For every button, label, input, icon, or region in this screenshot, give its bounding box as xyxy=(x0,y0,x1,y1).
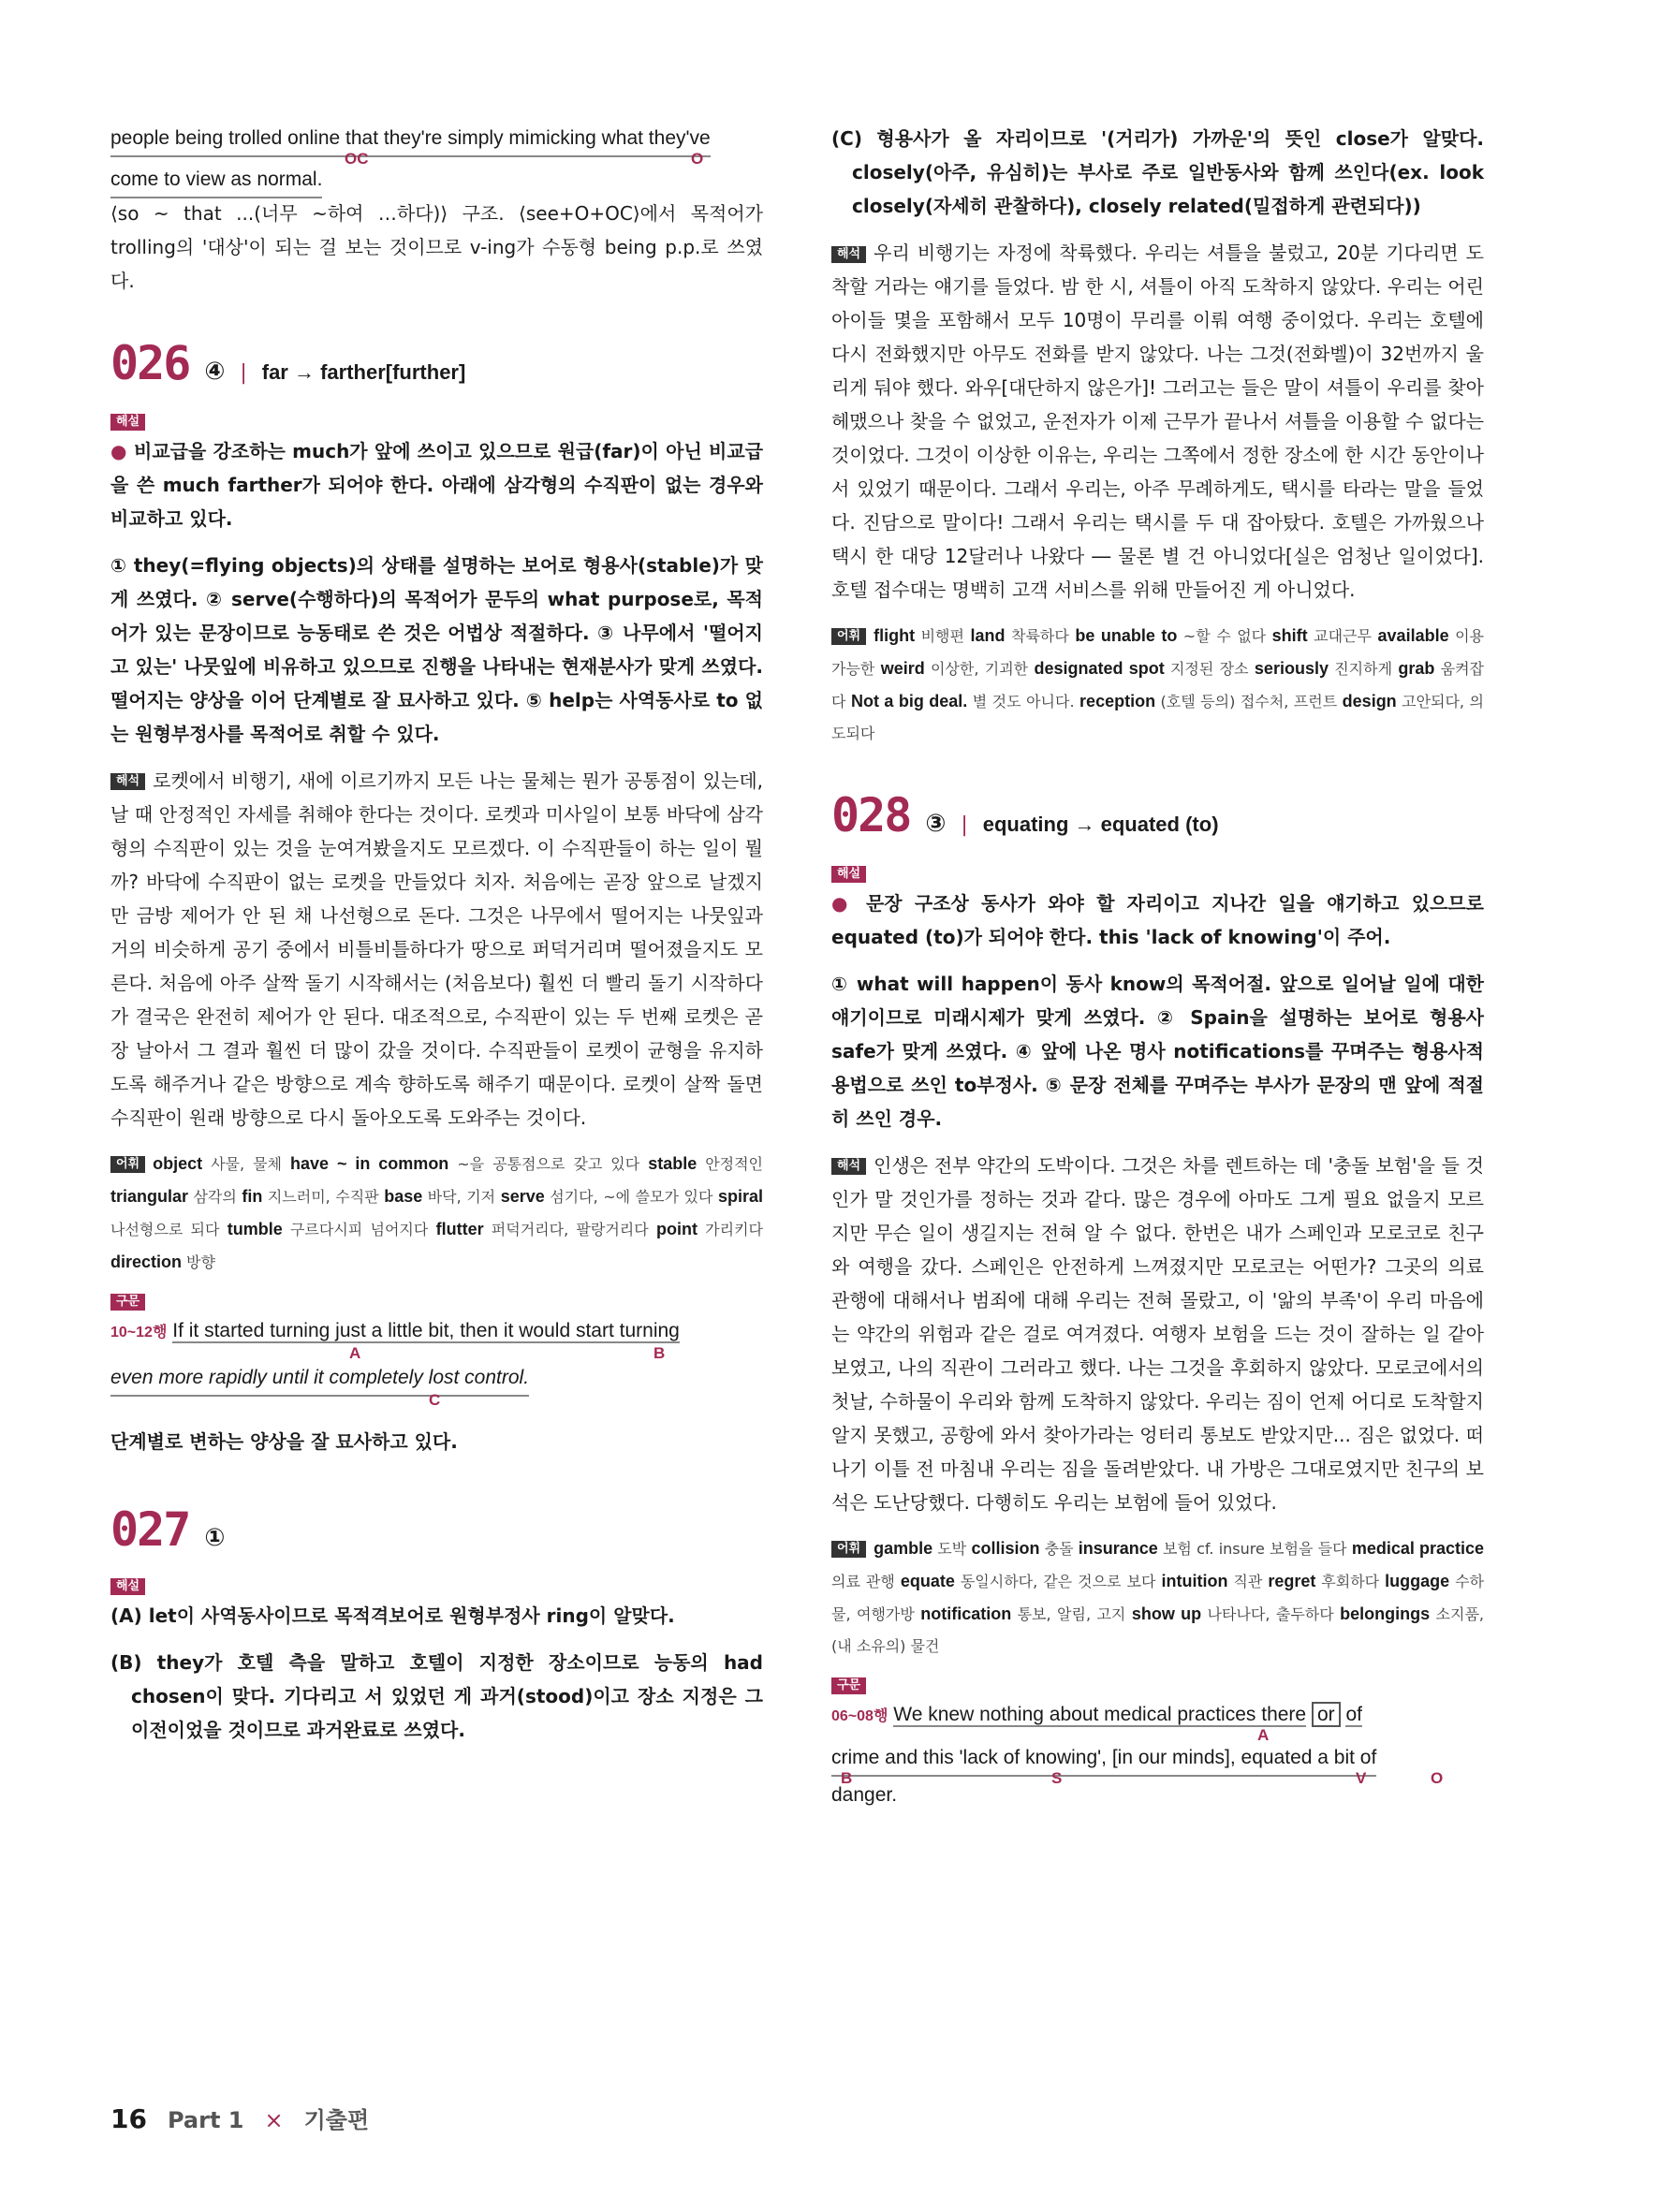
vocab-word: show up xyxy=(1131,1604,1208,1623)
vocab-word: notification xyxy=(920,1604,1018,1623)
q026-vocab xyxy=(110,1148,763,1279)
q027-answer: ① xyxy=(204,1524,226,1552)
q028-syn-B: B xyxy=(841,1769,853,1787)
q028-syn-S: S xyxy=(1051,1769,1063,1787)
q028-syn-line1-wrap xyxy=(831,1698,1362,1734)
vocab-meaning: 진지하게 xyxy=(1334,660,1399,678)
q026-point-text: 비교급을 강조하는 much가 앞에 쓰이고 있으므로 원급(far)이 아닌 비교급을 쓴 much farther가 되어야 한다. 아래에 삼각형의 수직판이 없는 경우와 비교하고 있다. xyxy=(110,439,764,530)
vocab-meaning: 나선형으로 되다 xyxy=(110,1220,228,1238)
vocab-word: flight xyxy=(874,626,921,645)
q028-syn-A: A xyxy=(1257,1726,1270,1744)
q028-tag-vocab: 어휘 xyxy=(831,1541,866,1558)
q028-translation-text: 인생은 전부 약간의 도박이다. 그것은 차를 렌트하는 데 '충돌 보험'을 들 것인가 말 것인가를 정하는 것과 같다. 많은 경우에 아마도 그게 필요 없을지 모르지만 무슨 일이 생길지는 전혀 알 수 없다. 한번은 내가 스페인과 모로코로 친구와 여행을 갔다. 스페인은 안전하게 느껴졌지만 모로코는 어떤가? 그곳의 의료 관행에 대해서나 범죄에 대해 우리는 전혀 몰랐고, 이 '앎의 부족'이 우리 마음에는 약간의 위험과 같은 걸로 여겨졌다. 여행자 보험을 드는 것이 잘하는 일 같아 보였고, 나의 직관이 그러라고 했다. 나는 그것을 후회하지 않았다. 모로코에서의 첫날, 수하물이 우리와 함께 도착하지 않았다. 우리는 짐이 언제 어디로 도착할지 알지 못했고, 공항에 와서 찾아가라는 엉터리 통보도 받았지만... 짐은 없었다. 떠나기 이틀 전 마침내 우리는 짐을 돌려받았다. 내 가방은 그대로였지만 친구의 보석은 도난당했다. 다행히도 우리는 보험에 들어 있었다. xyxy=(831,1153,1484,1514)
vocab-meaning: 움켜잡다 xyxy=(831,660,1485,710)
vocab-meaning: 비행편 xyxy=(920,627,971,645)
q026-syn-A: A xyxy=(349,1344,361,1362)
q027-vocab-list xyxy=(831,626,1484,743)
vocab-meaning: 바닥, 기저 xyxy=(427,1187,501,1206)
q027-tag-explanation: 해설 xyxy=(110,1578,145,1595)
vocab-word: luggage xyxy=(1385,1571,1456,1590)
vocab-meaning: 삼각의 xyxy=(193,1187,242,1206)
vocab-word: regret xyxy=(1268,1571,1322,1590)
vocab-word: fin xyxy=(242,1186,268,1206)
vocab-word: point xyxy=(656,1219,706,1238)
intro-note: ⟨so ~ that ...(너무 ~하여 …하다)⟩ 구조. ⟨see+O+OC⟩에서 목적어가 trolling의 '대상'이 되는 걸 보는 것이므로 v-ing가 수동형 being p.p.로 쓰였다. xyxy=(110,202,763,292)
vocab-word: design xyxy=(1342,692,1402,710)
q026-translation-text: 로켓에서 비행기, 새에 이르기까지 모든 나는 물체는 뭔가 공통점이 있는데, 날 때 안정적인 자세를 취해야 한다는 것이다. 로켓과 미사일이 보통 바닥에 삼각형의 수직판이 있는 것을 눈여겨봤을지도 모르겠다. 이 수직판들이 하는 일이 뭘까? 바닥에 수직판이 없는 로켓을 만들었다 치자. 처음에는 곧장 앞으로 날겠지만 금방 제어가 안 된 채 나선형으로 돈다. 그것은 나무에서 떨어지는 나뭇잎과 거의 비슷하게 공기 중에서 비틀비틀하다가 땅으로 퍼덕거리며 떨어졌을지도 모른다. 처음에 아주 살짝 돌기 시작해서는 (처음보다) 훨씬 더 빨리 돌기 시작하다가 결국은 완전히 제어가 안 된다. 대조적으로, 수직판이 있는 두 번째 로켓은 곧장 날아서 그 결과 훨씬 더 많이 갔을 것이다. 수직판들이 로켓이 균형을 유지하도록 해주거나 같은 방향으로 계속 향하도록 해주기 때문이다. 로켓이 살짝 돌면 수직판이 원래 방향으로 다시 돌아오도록 도와주는 것이다. xyxy=(110,769,763,1129)
q026-number: 026 xyxy=(110,336,190,390)
q026-tag-explanation: 해설 xyxy=(110,414,145,431)
vocab-meaning: 사물, 물체 xyxy=(211,1154,290,1173)
page-footer xyxy=(110,2102,369,2134)
q028-syn-line2: crime and this 'lack of knowing', [in our minds], equated a bit of xyxy=(831,1741,1376,1777)
q027-vocab xyxy=(831,620,1484,750)
intro-label-oc: OC xyxy=(345,150,369,168)
q026-syn-line1-wrap xyxy=(110,1314,680,1350)
vocab-meaning: 도박 xyxy=(937,1539,972,1558)
vocab-word: Not a big deal. xyxy=(850,692,973,710)
vocab-word: object xyxy=(153,1153,212,1173)
left-column xyxy=(110,122,763,1760)
vocab-meaning: 나타나다, 출두하다 xyxy=(1207,1604,1341,1623)
vocab-word: flutter xyxy=(435,1219,492,1238)
footer-part: Part 1 xyxy=(167,2107,244,2133)
q026-answer: ④ xyxy=(204,358,226,386)
q026-syntax xyxy=(110,1314,763,1425)
q027-b: (B) they가 호텔 측을 말하고 호텔이 지정한 장소이므로 능동의 had chosen이 맞다. 기다리고 서 있었던 게 과거(stood)이고 장소 지정은 그 이전이었을 것이므로 과거완료로 쓰였다. xyxy=(110,1650,763,1741)
q026-header xyxy=(110,336,763,390)
q026-syn-line1: If it started turning just a little bit, then it would start turning xyxy=(172,1320,680,1341)
vocab-word: belongings xyxy=(1340,1604,1436,1623)
vocab-meaning: 충돌 xyxy=(1044,1539,1079,1558)
vocab-meaning: 착륙하다 xyxy=(1010,627,1076,645)
vocab-word: be unable to xyxy=(1075,626,1183,645)
intro-syntax-line1: people being trolled online that they're simply mimicking what they've xyxy=(110,122,711,157)
vocab-meaning: (호텔 등의) 접수처, 프런트 xyxy=(1160,693,1343,710)
q026-syn-note: 단계별로 변하는 양상을 잘 묘사하고 있다. xyxy=(110,1430,458,1453)
q026-divider: | xyxy=(240,361,247,385)
q028-tag-explanation: 해설 xyxy=(831,866,866,883)
q028-syn-or: or xyxy=(1312,1702,1341,1727)
vocab-word: equate xyxy=(900,1571,961,1590)
q026-correction: far → farther[further] xyxy=(261,360,466,384)
vocab-meaning: 후회하다 xyxy=(1321,1572,1386,1590)
intro-label-o: O xyxy=(691,150,704,168)
vocab-word: stable xyxy=(648,1153,706,1173)
vocab-word: have ~ in common xyxy=(290,1153,458,1173)
vocab-word: grab xyxy=(1398,659,1441,678)
q028-other: ① what will happen이 동사 know의 목적어절. 앞으로 일어날 일에 대한 얘기이므로 미래시제가 맞게 쓰였다. ② Spain을 설명하는 보어로 형용사 safe가 맞게 쓰였다. ④ 앞에 나온 명사 notifications를 꾸며주는 형용사적 용법으로 쓰인 to부정사. ⑤ 문장 전체를 꾸며주는 부사가 문장의 맨 앞에 적절히 쓰인 경우. xyxy=(831,972,1485,1130)
vocab-meaning: 이상한, 기괴한 xyxy=(930,660,1035,678)
vocab-meaning: 별 것도 아니다. xyxy=(972,693,1080,710)
intro-syntax xyxy=(110,122,763,197)
q027-tag-vocab: 어휘 xyxy=(831,628,866,645)
bullet-icon: ● xyxy=(110,439,127,462)
q028-tag-translation: 해석 xyxy=(831,1158,866,1175)
page-number: 16 xyxy=(110,2103,147,2134)
vocab-meaning: 안정적인 xyxy=(705,1154,764,1173)
q028-point xyxy=(831,886,1484,954)
vocab-word: spiral xyxy=(717,1186,763,1206)
q026-tag-syntax: 구문 xyxy=(110,1294,145,1311)
q026-tag-vocab: 어휘 xyxy=(110,1156,145,1173)
q026-translation xyxy=(110,764,763,1135)
vocab-meaning: 가리키다 xyxy=(705,1220,763,1238)
q028-syn-O: O xyxy=(1431,1769,1444,1787)
q027-c: (C) 형용사가 올 자리이므로 '(거리가) 가까운'의 뜻인 close가 알맞다. closely(아주, 유심히)는 부사로 주로 일반동사와 함께 쓰인다(ex. look closely(자세히 관찰하다), closely related(밀접하게 관련되다)) xyxy=(831,127,1484,217)
q027-tag-translation: 해석 xyxy=(831,246,866,263)
vocab-word: tumble xyxy=(227,1219,290,1238)
q026-syn-B: B xyxy=(653,1344,666,1362)
vocab-meaning: 교대근무 xyxy=(1314,627,1378,645)
q028-syn-V: V xyxy=(1356,1769,1367,1787)
intro-syntax-line2: come to view as normal. xyxy=(110,163,322,198)
vocab-meaning: 섬기다, ~에 쓸모가 있다 xyxy=(550,1187,718,1206)
q028-tag-syntax: 구문 xyxy=(831,1677,866,1694)
q027-translation xyxy=(831,236,1484,607)
vocab-word: gamble xyxy=(874,1538,938,1558)
right-column xyxy=(831,122,1485,1806)
vocab-meaning: 퍼덕거리다, 팔랑거리다 xyxy=(491,1220,656,1238)
vocab-word: triangular xyxy=(110,1186,194,1206)
vocab-meaning: ~할 수 없다 xyxy=(1182,627,1272,645)
vocab-word: insurance xyxy=(1078,1538,1163,1558)
vocab-word: direction xyxy=(110,1252,187,1271)
q028-divider: | xyxy=(961,813,968,837)
vocab-word: weird xyxy=(880,659,931,678)
q026-point xyxy=(110,434,763,535)
q028-correction: equating → equated (to) xyxy=(982,813,1219,836)
vocab-meaning: 동일시하다, 같은 것으로 보다 xyxy=(960,1572,1162,1590)
q028-number: 028 xyxy=(831,788,911,842)
q027-a: (A) let이 사역동사이므로 목적격보어로 원형부정사 ring이 알맞다. xyxy=(110,1604,675,1627)
q026-tag-translation: 해석 xyxy=(110,773,145,790)
vocab-word: land xyxy=(970,626,1011,645)
vocab-word: reception xyxy=(1079,692,1161,710)
footer-section: 기출편 xyxy=(303,2107,370,2133)
vocab-meaning: 통보, 알림, 고지 xyxy=(1017,1604,1132,1623)
q028-syntax xyxy=(831,1698,1484,1806)
vocab-word: serve xyxy=(500,1186,551,1206)
q028-syn-line3: danger. xyxy=(831,1784,898,1806)
q028-vocab-list xyxy=(831,1539,1484,1656)
q028-vocab xyxy=(831,1532,1484,1663)
q026-vocab-list xyxy=(110,1154,763,1272)
vocab-word: shift xyxy=(1271,626,1314,645)
q026-other: ① they(=flying objects)의 상태를 설명하는 보어로 형용사(stable)가 맞게 쓰였다. ② serve(수행하다)의 목적어가 문두의 what purpose로, 목적어가 있는 문장이므로 능동태로 쓴 것은 어법상 적절하다. ③ 나무에서 '떨어지고 있는' 나뭇잎에 비유하고 있으므로 진행을 나타내는 현재분사가 맞게 쓰였다. 떨어지는 양상을 이어 단계별로 잘 묘사하고 있다. ⑤ help는 사역동사로 to 없는 원형부정사를 목적어로 취할 수 있다. xyxy=(110,553,763,745)
q028-syn-line1: We knew nothing about medical practices there xyxy=(893,1704,1307,1725)
vocab-meaning: 고안되다, 의도되다 xyxy=(831,693,1484,742)
vocab-meaning: 구르다시피 넘어지다 xyxy=(289,1220,436,1238)
vocab-meaning: ~을 공통점으로 갖고 있다 xyxy=(457,1154,649,1173)
footer-separator: × xyxy=(264,2107,284,2133)
vocab-word: collision xyxy=(971,1538,1045,1558)
vocab-meaning: 의료 관행 xyxy=(831,1572,901,1590)
q028-translation xyxy=(831,1149,1484,1519)
q027-header xyxy=(110,1502,763,1557)
vocab-meaning: 보험 cf. insure 보험을 들다 xyxy=(1162,1539,1352,1558)
vocab-meaning: 지정된 장소 xyxy=(1169,660,1255,678)
vocab-word: seriously xyxy=(1254,659,1335,678)
vocab-word: base xyxy=(384,1186,428,1206)
q028-point-text: 문장 구조상 동사가 와야 할 자리이고 지나간 일을 얘기하고 있으므로 equated (to)가 되어야 한다. this 'lack of knowing'이 주어. xyxy=(831,891,1484,948)
q026-syn-lineref: 10~12행 xyxy=(110,1325,168,1340)
q028-answer: ③ xyxy=(925,810,947,838)
q026-syn-line2: even more rapidly until it completely lost control. xyxy=(110,1361,529,1397)
vocab-word: medical practice xyxy=(1351,1538,1485,1558)
q026-syn-C: C xyxy=(429,1391,441,1409)
vocab-word: available xyxy=(1377,626,1456,645)
vocab-meaning: 지느러미, 수직판 xyxy=(267,1187,385,1206)
q027-translation-text: 우리 비행기는 자정에 착륙했다. 우리는 셔틀을 불렀고, 20분 기다리면 도착할 거라는 얘기를 들었다. 밤 한 시, 셔틀이 아직 도착하지 않았다. 우리는 어린 아이들 몇을 포함해서 모두 10명이 무리를 이뤄 여행 중이었다. 우리는 호텔에 다시 전화했지만 아무도 전화를 받지 않았다. 나는 그것(전화벨)이 32번까지 울리게 둬야 했다. 와우[대단하지 않은가]! 그러고는 들은 말이 셔틀이 우리를 찾아 헤맸으나 찾을 수 없었고, 운전자가 이제 근무가 끝나서 셔틀을 이용할 수 없다는 것이었다. 그것이 이상한 이유는, 우리는 그쪽에서 정한 장소에 한 시간 동안이나 서 있었기 때문이다. 그래서 우리는, 아주 무례하게도, 택시를 타라는 말을 들었다. 진담으로 말이다! 그래서 우리는 택시를 두 대 잡아탔다. 호텔은 가까웠으나 택시 한 대당 12달러나 나왔다 ― 물론 별 건 아니었다[실은 엄청난 일이었다]. 호텔 접수대는 명백히 고객 서비스를 위해 만들어진 게 아니었다. xyxy=(831,242,1484,601)
vocab-word: intuition xyxy=(1161,1571,1234,1590)
vocab-meaning: 소지품, (내 소유의) 물건 xyxy=(831,1604,1484,1655)
q028-syn-lineref: 06~08행 xyxy=(831,1708,888,1724)
vocab-meaning: 방향 xyxy=(186,1252,215,1271)
q028-syn-of: of xyxy=(1345,1704,1362,1725)
q027-number: 027 xyxy=(110,1502,190,1557)
vocab-meaning: 이용 가능한 xyxy=(831,627,1484,678)
q028-header xyxy=(831,788,1484,842)
vocab-meaning: 수하물, 여행가방 xyxy=(831,1572,1484,1623)
vocab-meaning: 직관 xyxy=(1233,1572,1269,1590)
bullet-icon: ● xyxy=(831,891,854,915)
vocab-word: designated spot xyxy=(1034,659,1170,678)
